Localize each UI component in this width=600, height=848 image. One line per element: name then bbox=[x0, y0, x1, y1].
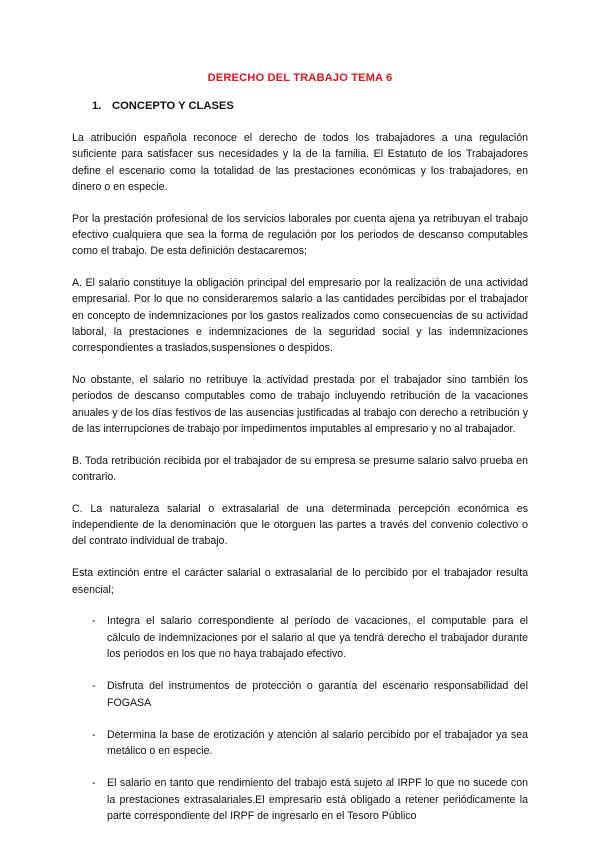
paragraph-definition: Por la prestación profesional de los servicios laborales por cuenta ajena ya retribuyan el trabajo efectivo cualquiera que sea la forma de regulación por los periodos de descanso computables como el trabajo. De esta definición destacaremos; bbox=[72, 212, 528, 258]
document-title: DERECHO DEL TRABAJO TEMA 6 bbox=[207, 72, 393, 84]
list-item bbox=[72, 613, 528, 662]
list-dash: - bbox=[92, 680, 96, 693]
paragraph-point-c: C. La naturaleza salarial o extrasalarial de una determinada percepción económica es independiente de la denominación que le otorguen las partes a través del convenio colectivo o del contrato individual de trabajo. bbox=[72, 502, 528, 548]
list-item-text: Integra el salario correspondiente al período de vacaciones, el computable para el cálculo de indemnizaciones por el salario al que ya tendrá derecho el trabajador durante los periodos en los que no haya trabajado efectivo. bbox=[107, 615, 528, 660]
section-heading-text: CONCEPTO Y CLASES bbox=[112, 100, 234, 112]
list-item-text: Determina la base de erotización y atención al salario percibido por el trabajador ya sea metálico o en especie. bbox=[107, 728, 528, 758]
list-item-text: El salario en tanto que rendimiento del trabajo está sujeto al IRPF lo que no sucede con la prestaciones extrasalariales.El empresario está obligado a retener periódicamente la parte correspondiente del IRPF de ingresarlo en el Tesoro Público bbox=[107, 777, 528, 822]
paragraph-point-b: B. Toda retribución recibida por el trabajador de su empresa se presume salario salvo prueba en contrario. bbox=[72, 454, 528, 484]
list-item bbox=[72, 775, 528, 824]
list-item bbox=[72, 727, 528, 760]
paragraph-intro: La atribución española reconoce el derecho de todos los trabajadores a una regulación suficiente para satisfacer sus necesidades y la de la familia. El Estatuto de los Trabajadores define el escenario como la totalidad de las prestaciones económicas y los trabajadores, en dinero o en especie. bbox=[72, 132, 528, 193]
paragraph-no-obstante: No obstante, el salario no retribuye la actividad prestada por el trabajador sino también los periodos de descanso computables como de trabajo incluyendo retribución de la vacaciones anuales y de los días festivos de las ausencias justificadas al trabajo con derecho a retribución y de las interrupciones de trabajo por impedimentos imputables al empresario y no al trabajador. bbox=[72, 374, 528, 435]
section-number: 1. bbox=[92, 100, 102, 112]
list-item-text: Disfruta del instrumentos de protección o garantía del escenario responsabilidad del FOGASA bbox=[107, 680, 528, 709]
list-dash: - bbox=[92, 615, 96, 628]
consequences-list bbox=[72, 613, 528, 824]
paragraph-list-intro: Esta extinción entre el carácter salarial o extrasalarial de lo percibido por el trabajador resulta esencial; bbox=[72, 567, 528, 596]
list-dash: - bbox=[92, 777, 96, 790]
list-dash: - bbox=[92, 728, 96, 741]
list-item bbox=[72, 678, 528, 711]
paragraph-point-a: A. El salario constituye la obligación principal del empresario por la realización de una actividad empresarial. Por lo que no consideraremos salario a las cantidades percibidas por el trabajador en concepto de indemnizaciones por los gastos realizados como consecuencias de su actividad laboral, la prestaciones e indemnizaciones de la seguridad social y las indemnizaciones correspondientes a traslados,suspensiones o despidos. bbox=[72, 277, 528, 355]
section-heading bbox=[72, 100, 528, 112]
